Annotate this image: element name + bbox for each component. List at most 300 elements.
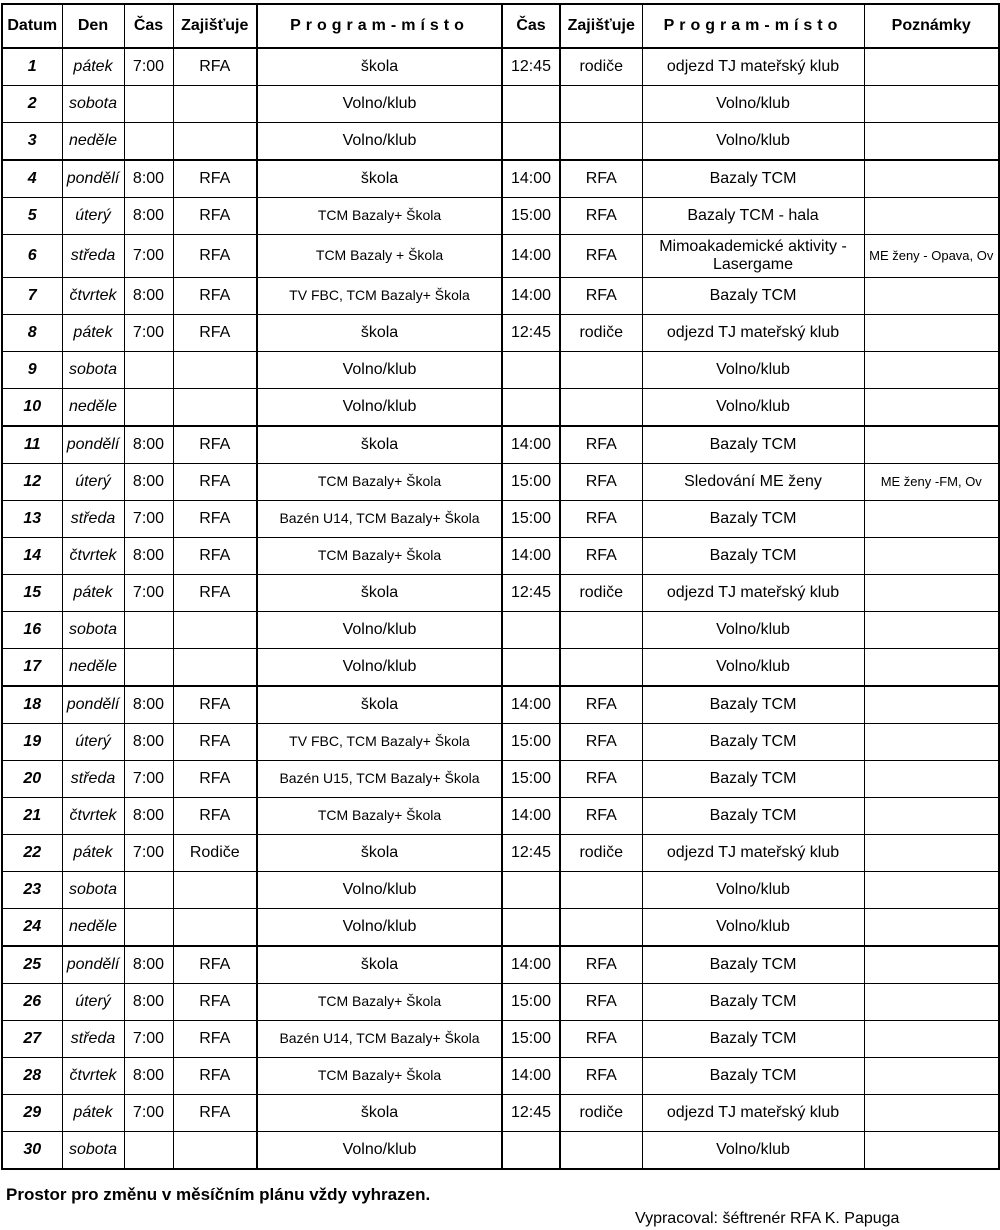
cell-poznamky xyxy=(864,538,999,575)
cell-zajistuje-afternoon xyxy=(560,649,642,687)
cell-zajistuje-morning xyxy=(173,389,257,427)
cell-den: sobota xyxy=(62,612,124,649)
table-row xyxy=(2,686,999,724)
cell-program-afternoon: Volno/klub xyxy=(642,352,864,389)
cell-cas-morning: 8:00 xyxy=(124,984,173,1021)
cell-poznamky xyxy=(864,123,999,161)
cell-datum: 19 xyxy=(2,724,62,761)
cell-zajistuje-morning xyxy=(173,86,257,123)
cell-program-afternoon: Bazaly TCM xyxy=(642,501,864,538)
cell-zajistuje-morning: Rodiče xyxy=(173,835,257,872)
cell-zajistuje-afternoon: RFA xyxy=(560,278,642,315)
cell-cas-morning: 8:00 xyxy=(124,198,173,235)
cell-program-afternoon: Volno/klub xyxy=(642,872,864,909)
cell-datum: 7 xyxy=(2,278,62,315)
cell-cas-afternoon: 14:00 xyxy=(502,426,560,464)
footer-note: Prostor pro změnu v měsíčním plánu vždy vyhrazen. xyxy=(6,1185,431,1204)
cell-datum: 10 xyxy=(2,389,62,427)
cell-program-afternoon: Volno/klub xyxy=(642,612,864,649)
cell-cas-morning: 7:00 xyxy=(124,235,173,278)
cell-datum: 26 xyxy=(2,984,62,1021)
cell-zajistuje-afternoon: RFA xyxy=(560,724,642,761)
cell-cas-morning xyxy=(124,872,173,909)
cell-zajistuje-afternoon: RFA xyxy=(560,426,642,464)
cell-den: pátek xyxy=(62,575,124,612)
cell-zajistuje-afternoon: RFA xyxy=(560,1021,642,1058)
cell-cas-morning xyxy=(124,1132,173,1170)
cell-program-morning: TCM Bazaly+ Škola xyxy=(257,1058,502,1095)
cell-zajistuje-afternoon: RFA xyxy=(560,464,642,501)
cell-program-afternoon: Bazaly TCM xyxy=(642,538,864,575)
cell-cas-morning: 7:00 xyxy=(124,1021,173,1058)
cell-cas-morning xyxy=(124,909,173,947)
cell-zajistuje-afternoon: RFA xyxy=(560,946,642,984)
cell-program-afternoon: Volno/klub xyxy=(642,123,864,161)
cell-program-morning: Volno/klub xyxy=(257,872,502,909)
table-row xyxy=(2,909,999,947)
cell-zajistuje-morning: RFA xyxy=(173,1058,257,1095)
cell-cas-morning: 8:00 xyxy=(124,426,173,464)
cell-program-afternoon: Bazaly TCM xyxy=(642,724,864,761)
cell-program-afternoon: Volno/klub xyxy=(642,1132,864,1170)
cell-cas-morning: 8:00 xyxy=(124,160,173,198)
cell-cas-afternoon: 14:00 xyxy=(502,235,560,278)
cell-zajistuje-morning: RFA xyxy=(173,946,257,984)
cell-cas-afternoon xyxy=(502,1132,560,1170)
cell-zajistuje-morning: RFA xyxy=(173,501,257,538)
cell-zajistuje-afternoon: RFA xyxy=(560,160,642,198)
table-row xyxy=(2,612,999,649)
cell-program-afternoon: odjezd TJ mateřský klub xyxy=(642,1095,864,1132)
cell-datum: 14 xyxy=(2,538,62,575)
cell-program-morning: TCM Bazaly+ Škola xyxy=(257,538,502,575)
cell-cas-morning: 8:00 xyxy=(124,278,173,315)
cell-zajistuje-morning: RFA xyxy=(173,761,257,798)
cell-datum: 15 xyxy=(2,575,62,612)
cell-zajistuje-morning: RFA xyxy=(173,278,257,315)
cell-program-morning: škola xyxy=(257,575,502,612)
cell-datum: 2 xyxy=(2,86,62,123)
cell-program-afternoon: Volno/klub xyxy=(642,909,864,947)
cell-cas-morning: 8:00 xyxy=(124,946,173,984)
table-row xyxy=(2,649,999,687)
cell-program-afternoon: odjezd TJ mateřský klub xyxy=(642,835,864,872)
cell-cas-morning: 8:00 xyxy=(124,686,173,724)
cell-program-afternoon: Bazaly TCM xyxy=(642,1021,864,1058)
cell-zajistuje-morning: RFA xyxy=(173,160,257,198)
cell-zajistuje-morning: RFA xyxy=(173,538,257,575)
cell-den: pátek xyxy=(62,48,124,86)
cell-cas-morning xyxy=(124,612,173,649)
cell-program-morning: Volno/klub xyxy=(257,123,502,161)
cell-program-morning: TCM Bazaly + Škola xyxy=(257,235,502,278)
cell-cas-afternoon xyxy=(502,649,560,687)
cell-datum: 30 xyxy=(2,1132,62,1170)
cell-poznamky xyxy=(864,1095,999,1132)
table-row xyxy=(2,1095,999,1132)
cell-poznamky xyxy=(864,575,999,612)
cell-datum: 24 xyxy=(2,909,62,947)
cell-program-afternoon: Bazaly TCM xyxy=(642,761,864,798)
cell-program-afternoon: Bazaly TCM xyxy=(642,1058,864,1095)
cell-den: sobota xyxy=(62,86,124,123)
cell-program-afternoon: Sledování ME ženy xyxy=(642,464,864,501)
cell-cas-morning xyxy=(124,86,173,123)
cell-den: úterý xyxy=(62,984,124,1021)
cell-program-morning: Bazén U14, TCM Bazaly+ Škola xyxy=(257,501,502,538)
cell-program-afternoon: odjezd TJ mateřský klub xyxy=(642,48,864,86)
cell-zajistuje-morning: RFA xyxy=(173,315,257,352)
cell-cas-morning: 8:00 xyxy=(124,798,173,835)
cell-den: sobota xyxy=(62,872,124,909)
cell-cas-afternoon xyxy=(502,123,560,161)
cell-zajistuje-afternoon xyxy=(560,86,642,123)
cell-den: čtvrtek xyxy=(62,1058,124,1095)
cell-program-morning: Bazén U14, TCM Bazaly+ Škola xyxy=(257,1021,502,1058)
cell-poznamky xyxy=(864,1132,999,1170)
cell-program-morning: TCM Bazaly+ Škola xyxy=(257,464,502,501)
cell-den: neděle xyxy=(62,389,124,427)
cell-program-morning: Volno/klub xyxy=(257,649,502,687)
cell-datum: 23 xyxy=(2,872,62,909)
cell-cas-afternoon: 14:00 xyxy=(502,278,560,315)
cell-program-morning: škola xyxy=(257,835,502,872)
cell-den: neděle xyxy=(62,123,124,161)
cell-den: středa xyxy=(62,501,124,538)
cell-program-morning: Bazén U15, TCM Bazaly+ Škola xyxy=(257,761,502,798)
cell-datum: 1 xyxy=(2,48,62,86)
cell-program-afternoon: Bazaly TCM - hala xyxy=(642,198,864,235)
cell-cas-morning xyxy=(124,352,173,389)
cell-poznamky xyxy=(864,501,999,538)
cell-zajistuje-afternoon xyxy=(560,1132,642,1170)
cell-den: čtvrtek xyxy=(62,538,124,575)
cell-zajistuje-morning: RFA xyxy=(173,48,257,86)
cell-cas-afternoon: 12:45 xyxy=(502,48,560,86)
cell-zajistuje-morning xyxy=(173,1132,257,1170)
cell-cas-morning: 7:00 xyxy=(124,835,173,872)
cell-cas-morning: 8:00 xyxy=(124,538,173,575)
table-row xyxy=(2,1132,999,1170)
cell-cas-afternoon xyxy=(502,612,560,649)
table-row xyxy=(2,946,999,984)
cell-program-morning: škola xyxy=(257,315,502,352)
header-den: Den xyxy=(62,4,124,48)
table-row xyxy=(2,235,999,278)
cell-datum: 6 xyxy=(2,235,62,278)
cell-zajistuje-morning: RFA xyxy=(173,724,257,761)
cell-program-afternoon: Volno/klub xyxy=(642,86,864,123)
header-zajistuje-afternoon: Zajišťuje xyxy=(560,4,642,48)
cell-den: středa xyxy=(62,1021,124,1058)
cell-zajistuje-morning: RFA xyxy=(173,1095,257,1132)
cell-den: čtvrtek xyxy=(62,278,124,315)
table-row xyxy=(2,835,999,872)
cell-poznamky xyxy=(864,160,999,198)
cell-program-morning: Volno/klub xyxy=(257,612,502,649)
cell-cas-afternoon: 12:45 xyxy=(502,575,560,612)
cell-zajistuje-afternoon: rodiče xyxy=(560,575,642,612)
cell-datum: 16 xyxy=(2,612,62,649)
cell-poznamky xyxy=(864,946,999,984)
cell-program-afternoon: Bazaly TCM xyxy=(642,686,864,724)
cell-cas-afternoon: 15:00 xyxy=(502,984,560,1021)
table-row xyxy=(2,761,999,798)
cell-poznamky xyxy=(864,315,999,352)
cell-datum: 21 xyxy=(2,798,62,835)
cell-poznamky xyxy=(864,798,999,835)
cell-cas-afternoon: 14:00 xyxy=(502,798,560,835)
cell-cas-morning: 7:00 xyxy=(124,575,173,612)
cell-zajistuje-morning: RFA xyxy=(173,686,257,724)
table-row xyxy=(2,1021,999,1058)
cell-zajistuje-afternoon: RFA xyxy=(560,235,642,278)
cell-program-morning: TCM Bazaly+ Škola xyxy=(257,798,502,835)
author-credit: Vypracoval: šéftrenér RFA K. Papuga xyxy=(635,1210,900,1227)
cell-cas-morning xyxy=(124,123,173,161)
cell-poznamky: ME ženy - Opava, Ov xyxy=(864,235,999,278)
cell-program-morning: Volno/klub xyxy=(257,909,502,947)
cell-den: neděle xyxy=(62,909,124,947)
table-row xyxy=(2,872,999,909)
cell-cas-afternoon: 15:00 xyxy=(502,1021,560,1058)
header-zajistuje-morning: Zajišťuje xyxy=(173,4,257,48)
cell-poznamky xyxy=(864,984,999,1021)
cell-cas-afternoon: 15:00 xyxy=(502,198,560,235)
cell-cas-afternoon xyxy=(502,389,560,427)
cell-program-morning: škola xyxy=(257,946,502,984)
cell-zajistuje-morning xyxy=(173,649,257,687)
cell-datum: 11 xyxy=(2,426,62,464)
table-row xyxy=(2,501,999,538)
cell-datum: 5 xyxy=(2,198,62,235)
cell-zajistuje-afternoon xyxy=(560,612,642,649)
cell-den: pondělí xyxy=(62,426,124,464)
cell-poznamky xyxy=(864,686,999,724)
cell-poznamky: ME ženy -FM, Ov xyxy=(864,464,999,501)
cell-datum: 29 xyxy=(2,1095,62,1132)
cell-cas-morning: 8:00 xyxy=(124,724,173,761)
header-program-afternoon: Program-místo xyxy=(642,4,864,48)
cell-zajistuje-afternoon: RFA xyxy=(560,198,642,235)
cell-cas-afternoon: 12:45 xyxy=(502,1095,560,1132)
cell-zajistuje-morning: RFA xyxy=(173,575,257,612)
cell-cas-morning: 8:00 xyxy=(124,464,173,501)
schedule-table xyxy=(1,3,1000,1170)
cell-program-morning: škola xyxy=(257,160,502,198)
cell-cas-afternoon: 15:00 xyxy=(502,724,560,761)
cell-cas-afternoon xyxy=(502,872,560,909)
cell-den: úterý xyxy=(62,464,124,501)
cell-program-morning: Volno/klub xyxy=(257,352,502,389)
cell-zajistuje-afternoon xyxy=(560,352,642,389)
cell-cas-afternoon: 14:00 xyxy=(502,686,560,724)
cell-cas-afternoon: 15:00 xyxy=(502,761,560,798)
table-row xyxy=(2,984,999,1021)
cell-poznamky xyxy=(864,649,999,687)
cell-cas-afternoon: 12:45 xyxy=(502,835,560,872)
cell-zajistuje-afternoon xyxy=(560,909,642,947)
cell-poznamky xyxy=(864,86,999,123)
cell-den: středa xyxy=(62,761,124,798)
cell-zajistuje-afternoon: RFA xyxy=(560,501,642,538)
cell-zajistuje-afternoon: RFA xyxy=(560,1058,642,1095)
cell-den: úterý xyxy=(62,724,124,761)
cell-zajistuje-morning xyxy=(173,872,257,909)
table-row xyxy=(2,389,999,427)
cell-cas-afternoon: 12:45 xyxy=(502,315,560,352)
table-row xyxy=(2,198,999,235)
cell-datum: 17 xyxy=(2,649,62,687)
cell-zajistuje-afternoon: RFA xyxy=(560,761,642,798)
cell-program-afternoon: Bazaly TCM xyxy=(642,160,864,198)
cell-den: úterý xyxy=(62,198,124,235)
cell-zajistuje-afternoon: RFA xyxy=(560,538,642,575)
cell-zajistuje-morning xyxy=(173,123,257,161)
cell-datum: 4 xyxy=(2,160,62,198)
cell-zajistuje-afternoon: RFA xyxy=(560,798,642,835)
table-row xyxy=(2,278,999,315)
table-row xyxy=(2,538,999,575)
table-row xyxy=(2,724,999,761)
table-row xyxy=(2,575,999,612)
header-row xyxy=(2,4,999,48)
cell-datum: 9 xyxy=(2,352,62,389)
cell-program-afternoon: Bazaly TCM xyxy=(642,946,864,984)
header-poznamky: Poznámky xyxy=(864,4,999,48)
cell-den: sobota xyxy=(62,352,124,389)
cell-poznamky xyxy=(864,352,999,389)
cell-datum: 13 xyxy=(2,501,62,538)
cell-poznamky xyxy=(864,48,999,86)
cell-zajistuje-morning xyxy=(173,909,257,947)
cell-zajistuje-afternoon xyxy=(560,389,642,427)
cell-zajistuje-afternoon: rodiče xyxy=(560,1095,642,1132)
header-datum: Datum xyxy=(2,4,62,48)
cell-cas-afternoon: 14:00 xyxy=(502,538,560,575)
cell-cas-morning: 7:00 xyxy=(124,761,173,798)
cell-cas-morning: 7:00 xyxy=(124,1095,173,1132)
cell-program-afternoon: Volno/klub xyxy=(642,649,864,687)
cell-poznamky xyxy=(864,1021,999,1058)
cell-den: čtvrtek xyxy=(62,798,124,835)
cell-cas-afternoon: 14:00 xyxy=(502,160,560,198)
table-row xyxy=(2,123,999,161)
table-row xyxy=(2,1058,999,1095)
cell-program-morning: škola xyxy=(257,426,502,464)
table-row xyxy=(2,464,999,501)
cell-poznamky xyxy=(864,426,999,464)
cell-datum: 27 xyxy=(2,1021,62,1058)
table-row xyxy=(2,426,999,464)
cell-datum: 3 xyxy=(2,123,62,161)
cell-program-morning: škola xyxy=(257,1095,502,1132)
cell-cas-afternoon: 14:00 xyxy=(502,1058,560,1095)
header-cas-morning: Čas xyxy=(124,4,173,48)
cell-zajistuje-morning: RFA xyxy=(173,198,257,235)
cell-cas-morning xyxy=(124,389,173,427)
cell-zajistuje-morning: RFA xyxy=(173,984,257,1021)
cell-zajistuje-morning xyxy=(173,352,257,389)
cell-cas-morning: 8:00 xyxy=(124,1058,173,1095)
cell-poznamky xyxy=(864,909,999,947)
cell-poznamky xyxy=(864,724,999,761)
cell-zajistuje-afternoon xyxy=(560,872,642,909)
cell-datum: 12 xyxy=(2,464,62,501)
cell-den: středa xyxy=(62,235,124,278)
cell-program-afternoon: Bazaly TCM xyxy=(642,798,864,835)
cell-poznamky xyxy=(864,389,999,427)
cell-program-morning: škola xyxy=(257,48,502,86)
cell-program-afternoon: odjezd TJ mateřský klub xyxy=(642,315,864,352)
cell-zajistuje-morning: RFA xyxy=(173,1021,257,1058)
cell-zajistuje-afternoon: rodiče xyxy=(560,835,642,872)
cell-program-afternoon: Bazaly TCM xyxy=(642,984,864,1021)
table-row xyxy=(2,86,999,123)
cell-den: pondělí xyxy=(62,160,124,198)
cell-program-morning: TCM Bazaly+ Škola xyxy=(257,198,502,235)
cell-program-morning: Volno/klub xyxy=(257,86,502,123)
cell-program-afternoon: Bazaly TCM xyxy=(642,278,864,315)
cell-den: pondělí xyxy=(62,686,124,724)
cell-datum: 20 xyxy=(2,761,62,798)
cell-zajistuje-morning: RFA xyxy=(173,235,257,278)
cell-zajistuje-afternoon: RFA xyxy=(560,686,642,724)
cell-program-afternoon: Bazaly TCM xyxy=(642,426,864,464)
cell-poznamky xyxy=(864,278,999,315)
cell-cas-afternoon: 15:00 xyxy=(502,501,560,538)
cell-zajistuje-morning: RFA xyxy=(173,798,257,835)
cell-den: pátek xyxy=(62,1095,124,1132)
cell-program-morning: TV FBC, TCM Bazaly+ Škola xyxy=(257,278,502,315)
cell-cas-afternoon: 15:00 xyxy=(502,464,560,501)
cell-cas-afternoon xyxy=(502,909,560,947)
cell-cas-morning: 7:00 xyxy=(124,315,173,352)
table-row xyxy=(2,48,999,86)
cell-cas-afternoon xyxy=(502,352,560,389)
table-row xyxy=(2,798,999,835)
cell-zajistuje-afternoon: rodiče xyxy=(560,48,642,86)
cell-den: sobota xyxy=(62,1132,124,1170)
cell-den: pátek xyxy=(62,315,124,352)
cell-poznamky xyxy=(864,872,999,909)
cell-zajistuje-afternoon: RFA xyxy=(560,984,642,1021)
schedule-body xyxy=(2,48,999,1169)
cell-zajistuje-morning: RFA xyxy=(173,426,257,464)
cell-cas-morning xyxy=(124,649,173,687)
cell-poznamky xyxy=(864,198,999,235)
cell-program-morning: Volno/klub xyxy=(257,389,502,427)
table-row xyxy=(2,315,999,352)
cell-datum: 28 xyxy=(2,1058,62,1095)
cell-zajistuje-morning xyxy=(173,612,257,649)
cell-cas-morning: 7:00 xyxy=(124,501,173,538)
cell-poznamky xyxy=(864,1058,999,1095)
cell-poznamky xyxy=(864,835,999,872)
table-row xyxy=(2,352,999,389)
cell-cas-afternoon: 14:00 xyxy=(502,946,560,984)
cell-datum: 18 xyxy=(2,686,62,724)
table-row xyxy=(2,160,999,198)
cell-program-morning: škola xyxy=(257,686,502,724)
cell-zajistuje-morning: RFA xyxy=(173,464,257,501)
cell-program-morning: TV FBC, TCM Bazaly+ Škola xyxy=(257,724,502,761)
cell-program-morning: Volno/klub xyxy=(257,1132,502,1170)
cell-den: neděle xyxy=(62,649,124,687)
cell-program-morning: TCM Bazaly+ Škola xyxy=(257,984,502,1021)
cell-zajistuje-afternoon: rodiče xyxy=(560,315,642,352)
header-program-morning: Program-místo xyxy=(257,4,502,48)
